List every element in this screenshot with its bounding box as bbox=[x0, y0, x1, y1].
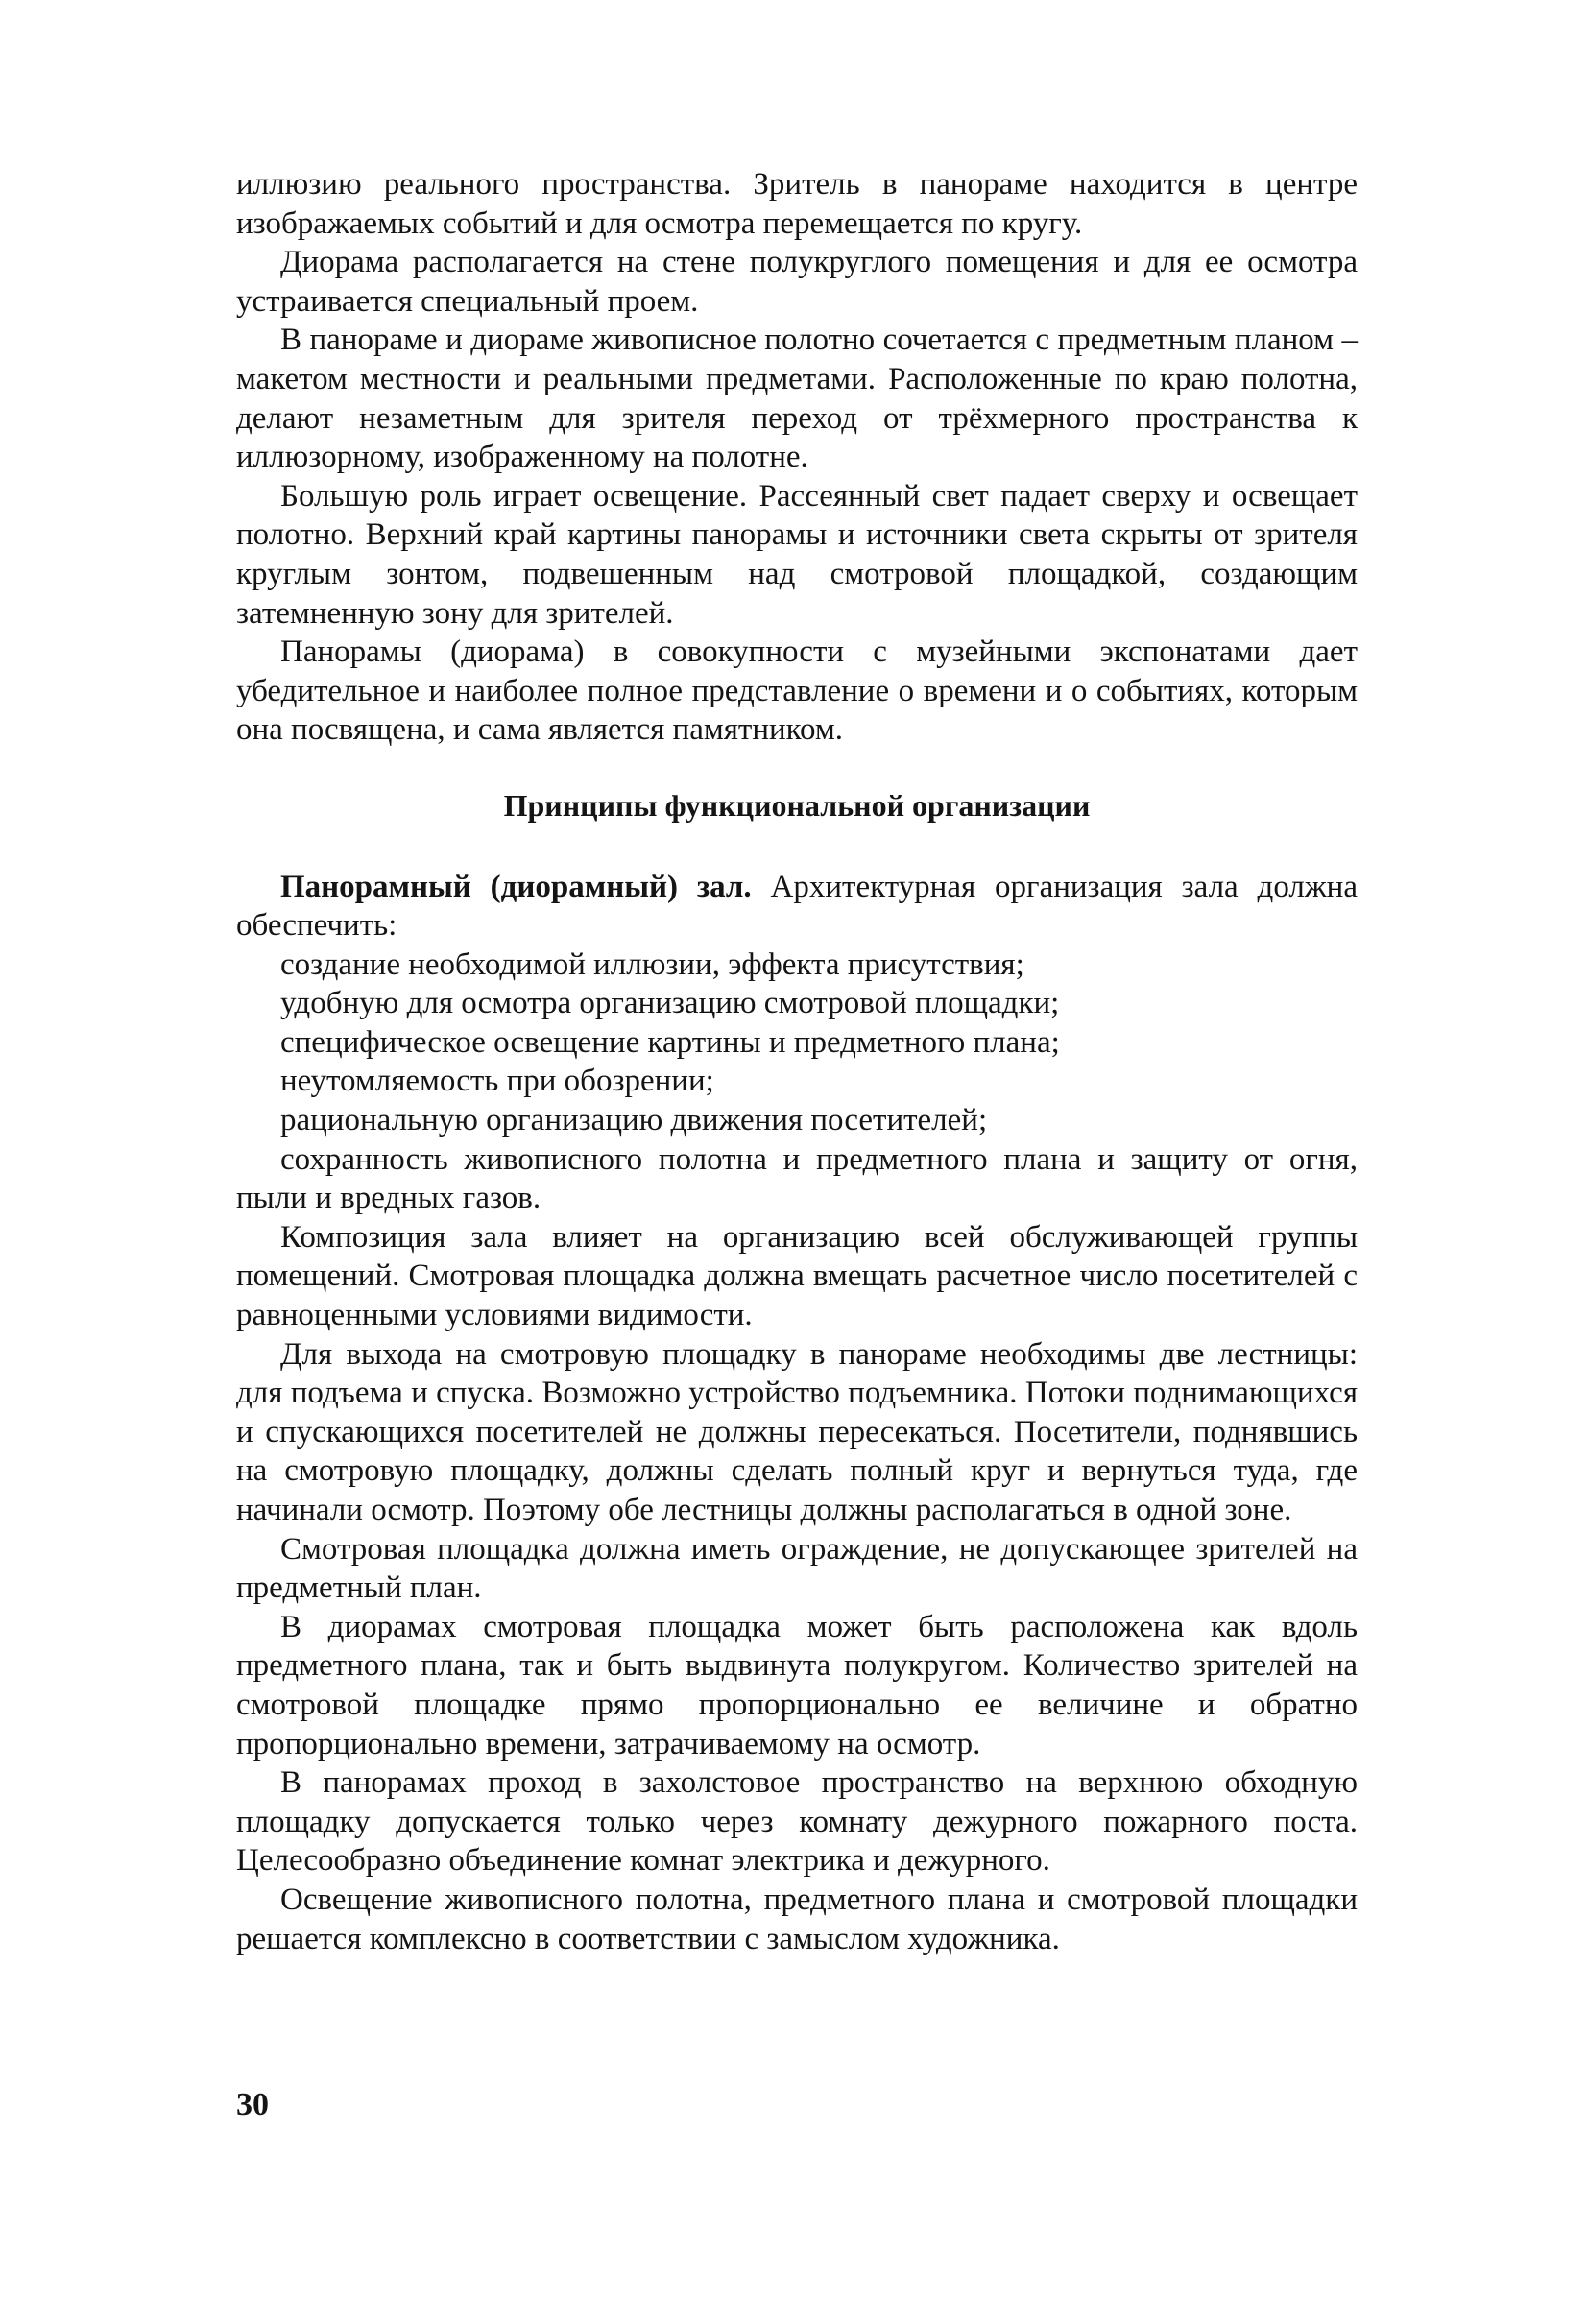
lead-paragraph bbox=[236, 868, 1358, 946]
list-item: рациональную организацию движения посетителей; bbox=[280, 1103, 988, 1138]
paragraph: В панорамах проход в захолстовое пространство на верхнюю обходную площадку допускается только через комнату дежурного пожарного поста. Целесообразно объединение комнат электрика и дежурного. bbox=[236, 1765, 1358, 1879]
paragraph: Освещение живописного полотна, предметного плана и смотровой площадки решается комплексно в соответствии с замыслом художника. bbox=[236, 1881, 1358, 1956]
section-heading: Принципы функциональной организации bbox=[503, 787, 1091, 823]
list-item: удобную для осмотра организацию смотровой площадки; bbox=[280, 986, 1060, 1021]
list-item: специфическое освещение картины и предметного плана; bbox=[280, 1024, 1060, 1060]
paragraph: Смотровая площадка должна иметь ограждение, не допускающее зрителей на предметный план. bbox=[236, 1531, 1358, 1606]
paragraph: Диорама располагается на стене полукруглого помещения и для ее осмотра устраивается специальный проем. bbox=[236, 245, 1358, 319]
paragraph: Для выхода на смотровую площадку в панораме необходимы две лестницы: для подъема и спуска. Возможно устройство подъемника. Потоки поднимающихся и спускающихся посетителей не должны пересекаться. Посетители, поднявшись на смотровую площадку, должны сделать полный круг и вернуться туда, где начинали осмотр. Поэтому обе лестницы должны располагаться в одной зоне. bbox=[236, 1336, 1358, 1527]
list-item: неутомляемость при обозрении; bbox=[280, 1064, 714, 1099]
paragraph: иллюзию реального пространства. Зритель в панораме находится в центре изображаемых событий и для осмотра перемещается по кругу. bbox=[236, 167, 1358, 241]
lead-term: Панорамный (диорамный) зал. bbox=[280, 869, 752, 904]
body-text bbox=[236, 165, 1358, 1958]
paragraph: Композиция зала влияет на организацию всей обслуживающей группы помещений. Смотровая площадка должна вмещать расчетное число посетителей с равноценными условиями видимости. bbox=[236, 1219, 1358, 1333]
paragraph: Панорамы (диорама) в совокупности с музейными экспонатами дает убедительное и наиболее полное представление о времени и о событиях, которым она посвящена, и сама является памятником. bbox=[236, 635, 1358, 748]
paragraph: В диорамах смотровая площадка может быть расположена как вдоль предметного плана, так и быть выдвинута полукругом. Количество зрителей на смотровой площадке прямо пропорционально ее величине и обратно пропорционально времени, затрачиваемому на осмотр. bbox=[236, 1609, 1358, 1761]
paragraph: В панораме и диораме живописное полотно сочетается с предметным планом – макетом местности и реальными предметами. Расположенные по краю полотна, делают незаметным для зрителя переход от трёхмерного пространства к иллюзорному, изображенному на полотне. bbox=[236, 323, 1358, 475]
list-item: создание необходимой иллюзии, эффекта присутствия; bbox=[280, 946, 1024, 982]
list-item: сохранность живописного полотна и предметного плана и защиту от огня, пыли и вредных газов. bbox=[236, 1141, 1358, 1216]
paragraph: Большую роль играет освещение. Рассеянный свет падает сверху и освещает полотно. Верхний край картины панорамы и источники света скрыты от зрителя круглым зонтом, подвешенным над смотровой площадкой, создающим затемненную зону для зрителей. bbox=[236, 478, 1358, 631]
page-number: 30 bbox=[236, 2087, 269, 2122]
lead-text: Архитектурная организация зала должна обеспечить: bbox=[236, 869, 1358, 944]
